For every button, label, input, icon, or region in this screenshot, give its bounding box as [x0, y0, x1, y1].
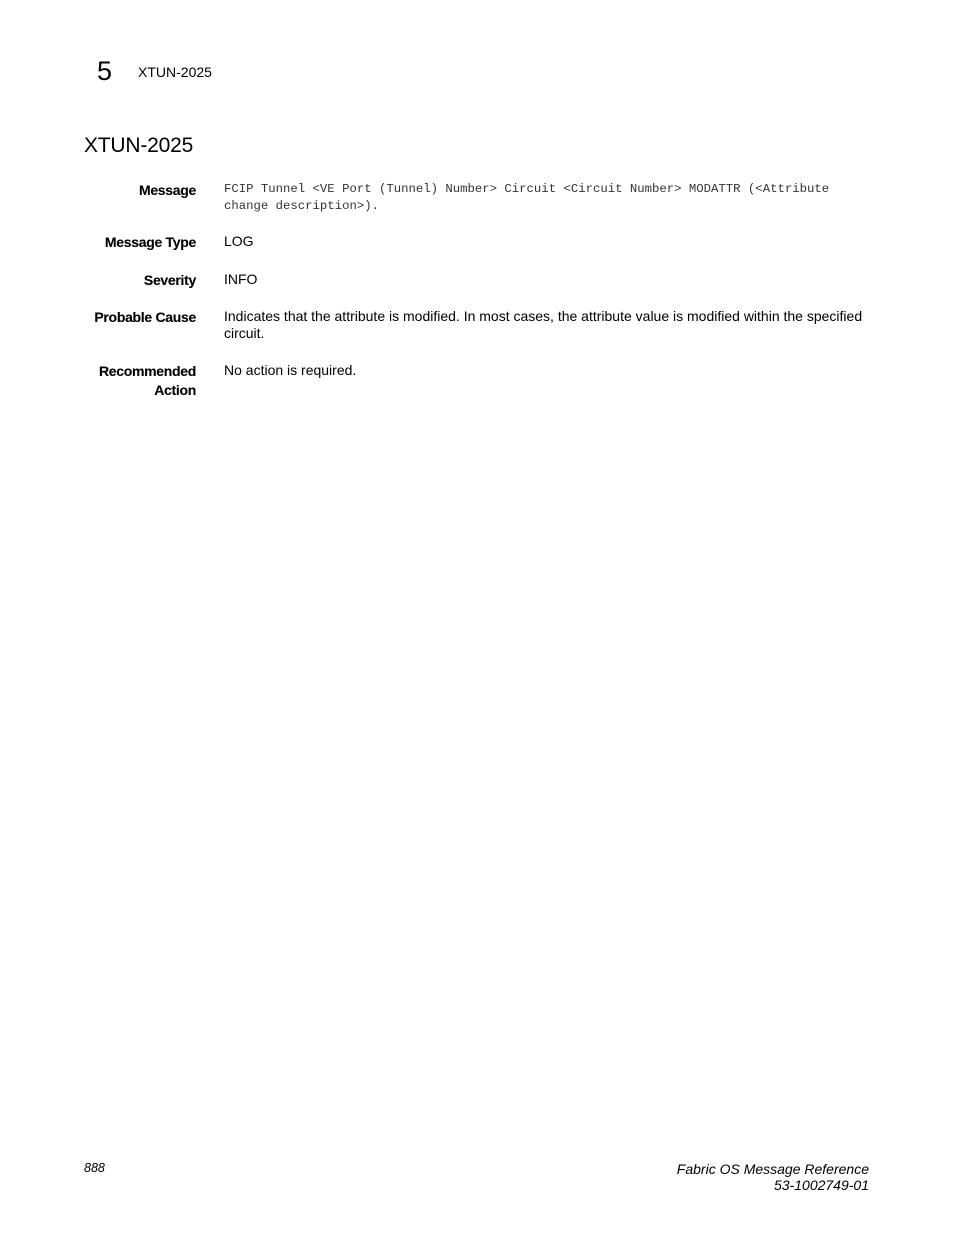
- message-value: FCIP Tunnel <VE Port (Tunnel) Number> Circuit <Circuit Number> MODATTR (<Attribute change description>).: [224, 182, 830, 213]
- footer-doc-info: [677, 1161, 869, 1193]
- recommended-action-value: No action is required.: [224, 362, 357, 378]
- probable-cause-label: Probable Cause: [94, 309, 196, 325]
- recommended-action-label: [46, 362, 196, 400]
- chapter-number: 5: [97, 56, 113, 86]
- recommended-action-label-line2: Action: [154, 382, 196, 398]
- severity-label: Severity: [143, 272, 196, 288]
- doc-number: 53-1002749-01: [774, 1177, 869, 1193]
- page-number: 888: [84, 1161, 105, 1175]
- message-type-label: Message Type: [104, 234, 196, 250]
- severity-value: INFO: [224, 271, 258, 287]
- doc-title: Fabric OS Message Reference: [676, 1161, 869, 1177]
- section-title: XTUN-2025: [84, 134, 194, 157]
- message-label: Message: [138, 182, 196, 198]
- recommended-action-label-line1: Recommended: [98, 363, 196, 379]
- probable-cause-value: Indicates that the attribute is modified. In most cases, the attribute value is modified within the specified circuit.: [224, 308, 863, 341]
- running-header-title: XTUN-2025: [138, 64, 212, 80]
- chapter-header: [97, 56, 212, 86]
- message-type-value: LOG: [224, 233, 254, 249]
